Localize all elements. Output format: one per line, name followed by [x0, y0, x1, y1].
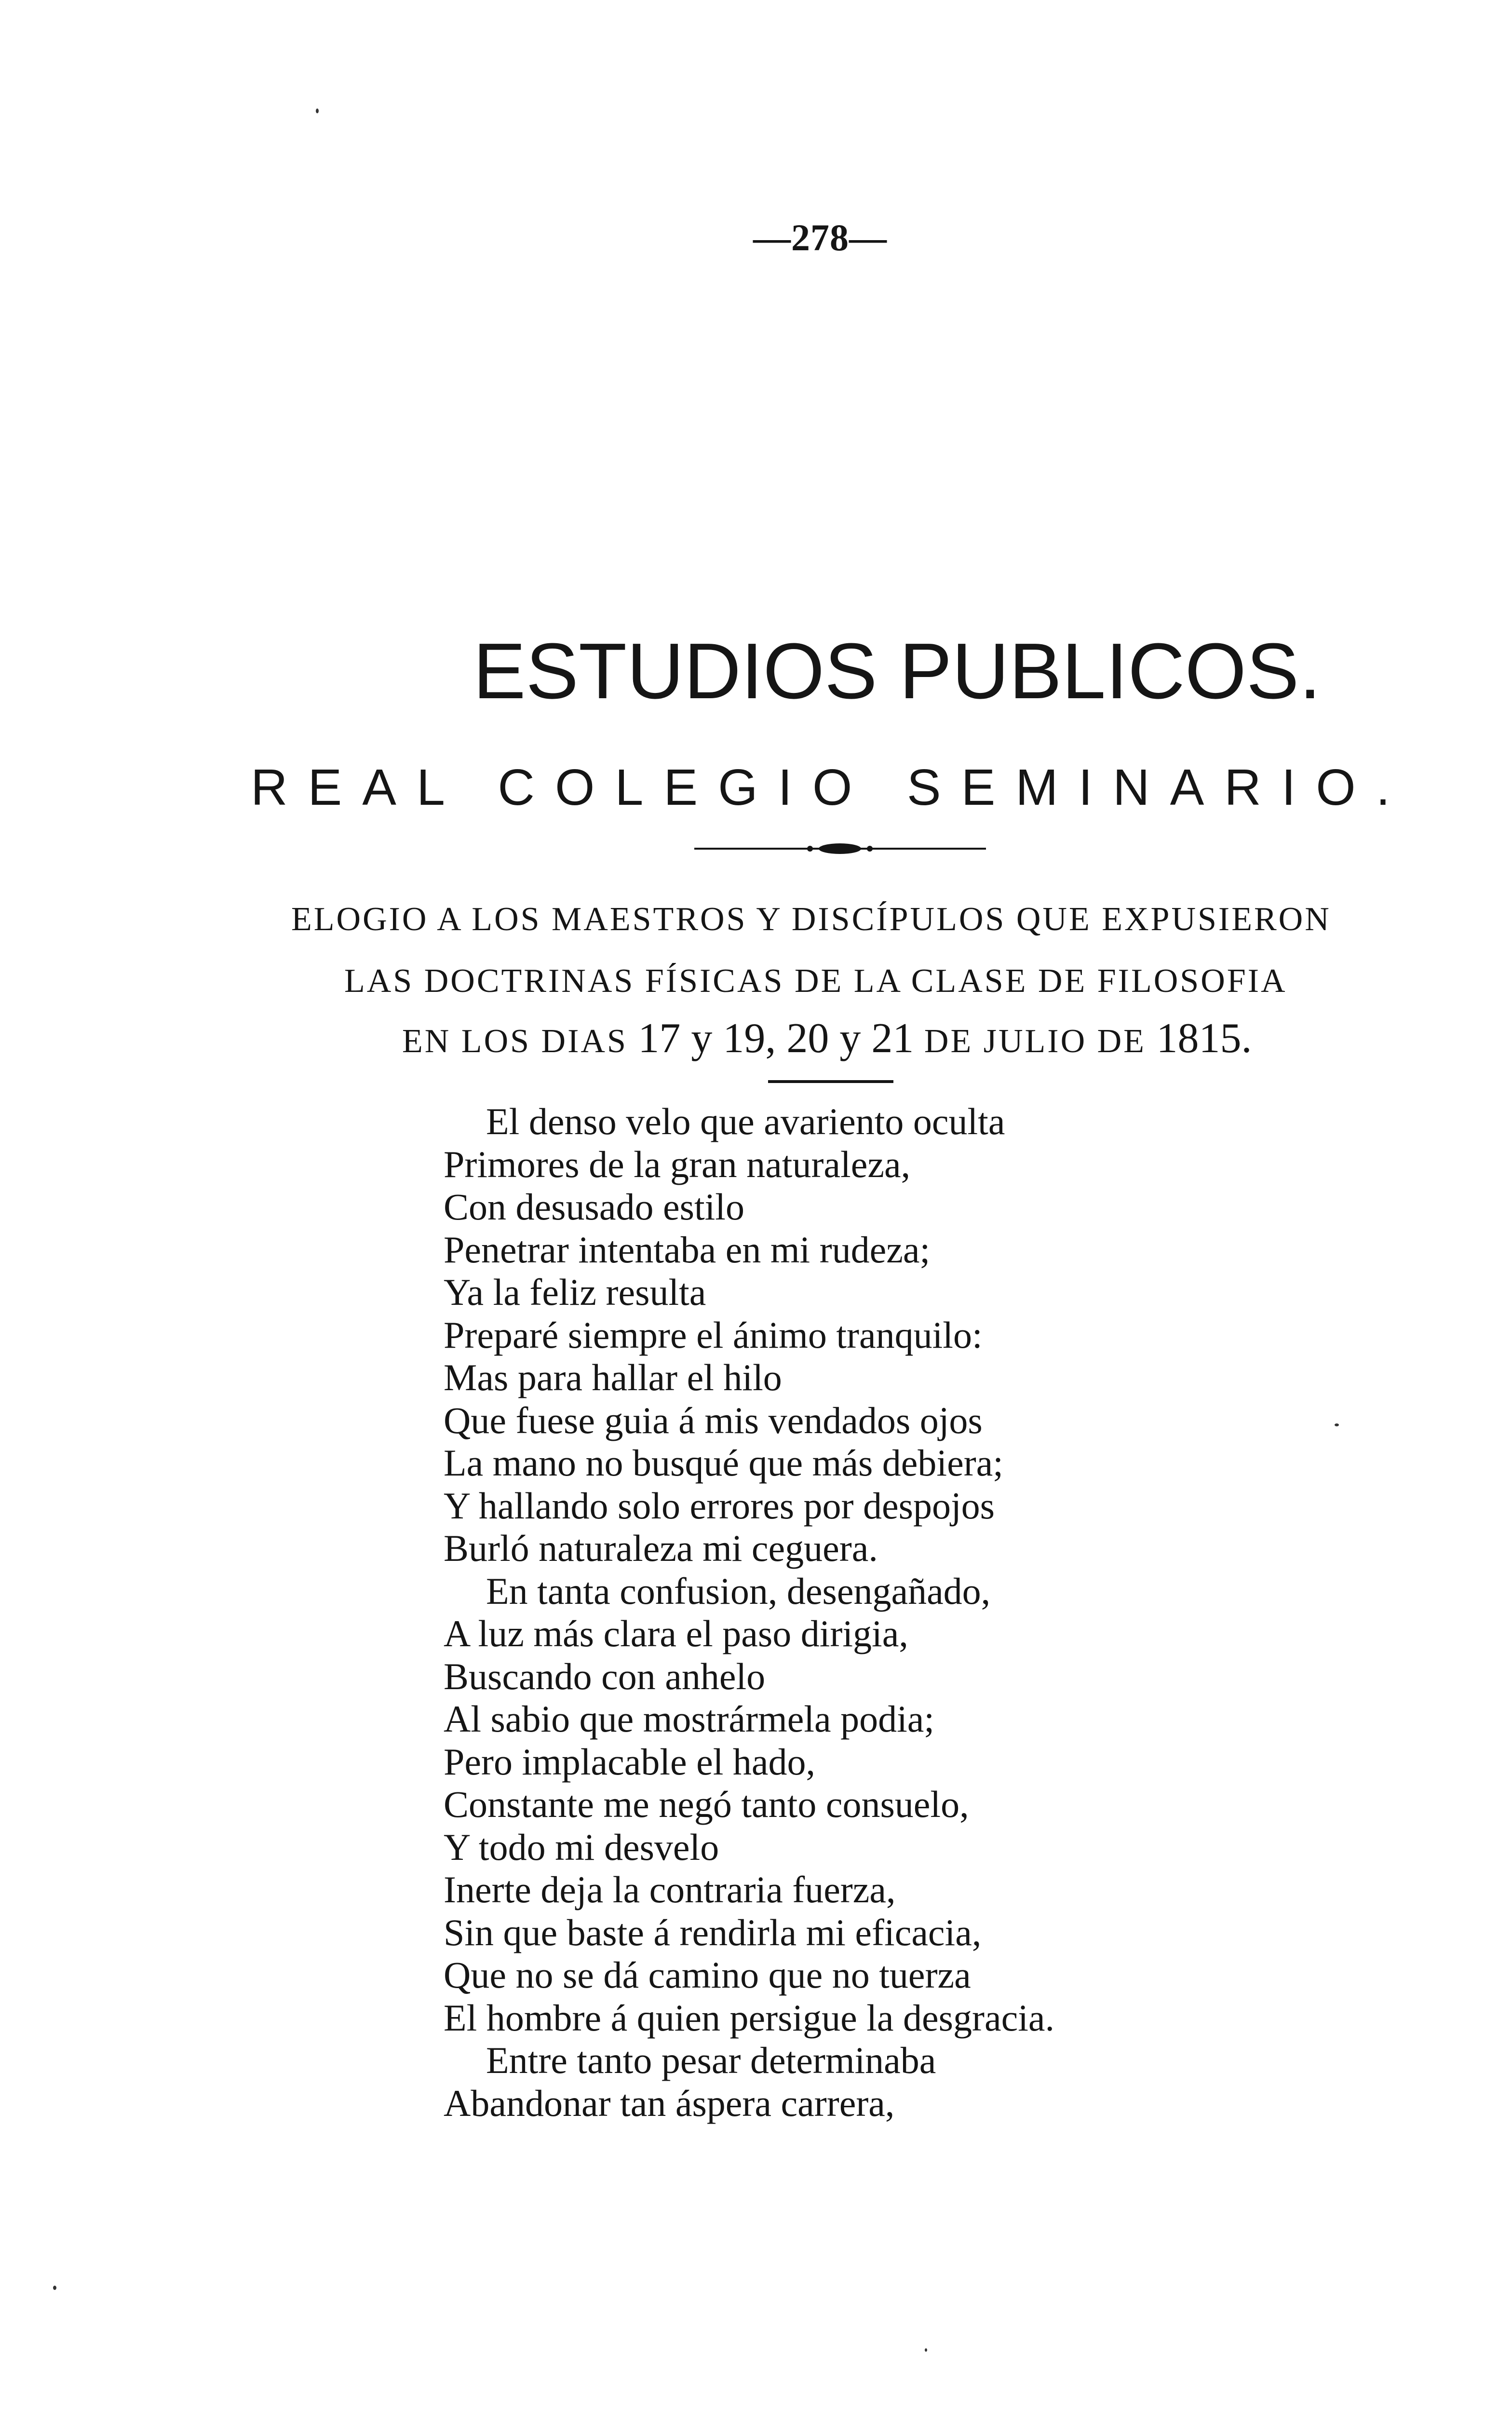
poem-line: En tanta confusion, desengañado, [486, 1570, 991, 1612]
poem [444, 1100, 1456, 2125]
poem-line: Al sabio que mostrármela podia; [444, 1698, 935, 1740]
poem-line: Ya la feliz resulta [444, 1271, 706, 1313]
poem-line: Inerte deja la contraria fuerza, [444, 1869, 896, 1910]
poem-line: Con desusado estilo [444, 1186, 744, 1228]
poem-line: Primores de la gran naturaleza, [444, 1143, 911, 1185]
heading-days: 17 y 19, 20 y 21 [638, 1015, 914, 1062]
heading-line-1: ELOGIO A LOS MAESTROS Y DISCÍPULOS QUE EXPUSIERON [291, 901, 1331, 938]
page-title: ESTUDIOS PUBLICOS. [473, 627, 1321, 715]
page-number: —278— [753, 217, 887, 258]
poem-line: Burló naturaleza mi ceguera. [444, 1527, 878, 1569]
heading-line-2: LAS DOCTRINAS FÍSICAS DE LA CLASE DE FILOSOFIA [344, 962, 1287, 1000]
speck [53, 2286, 56, 2290]
poem-line: Buscando con anhelo [444, 1655, 766, 1697]
speck [925, 2348, 927, 2352]
poem-line: Y todo mi desvelo [444, 1826, 719, 1868]
poem-line: El denso velo que avariento oculta [486, 1100, 1005, 1142]
poem-line: Mas para hallar el hilo [444, 1356, 782, 1398]
poem-line: A luz más clara el paso dirigia, [444, 1612, 908, 1654]
poem-line: Preparé siempre el ánimo tranquilo: [444, 1314, 983, 1356]
poem-line: Constante me negó tanto consuelo, [444, 1783, 969, 1825]
heading-year: 1815. [1156, 1015, 1252, 1062]
heading-line-3 [402, 1017, 1252, 1060]
poem-line: Pero implacable el hado, [444, 1740, 816, 1783]
short-rule [768, 1080, 893, 1083]
ornament-divider [694, 839, 986, 858]
page-subtitle: REAL COLEGIO SEMINARIO. [251, 759, 1411, 816]
poem-line: Que fuese guia á mis vendados ojos [444, 1399, 983, 1441]
poem-line: Y hallando solo errores por despojos [444, 1484, 995, 1527]
speck [1335, 1423, 1339, 1426]
poem-line: La mano no busqué que más debiera; [444, 1442, 1003, 1484]
heading-days-label: EN LOS DIAS [402, 1023, 628, 1060]
poem-line: Entre tanto pesar determinaba [486, 2039, 936, 2081]
poem-line: Que no se dá camino que no tuerza [444, 1954, 971, 1996]
poem-line: Penetrar intentaba en mi rudeza; [444, 1228, 931, 1271]
heading-month-label: DE JULIO DE [924, 1023, 1146, 1060]
poem-line: El hombre á quien persigue la desgracia. [444, 1996, 1055, 2039]
poem-line: Sin que baste á rendirla mi eficacia, [444, 1911, 982, 1953]
speck [316, 108, 319, 113]
poem-line: Abandonar tan áspera carrera, [444, 2082, 895, 2124]
